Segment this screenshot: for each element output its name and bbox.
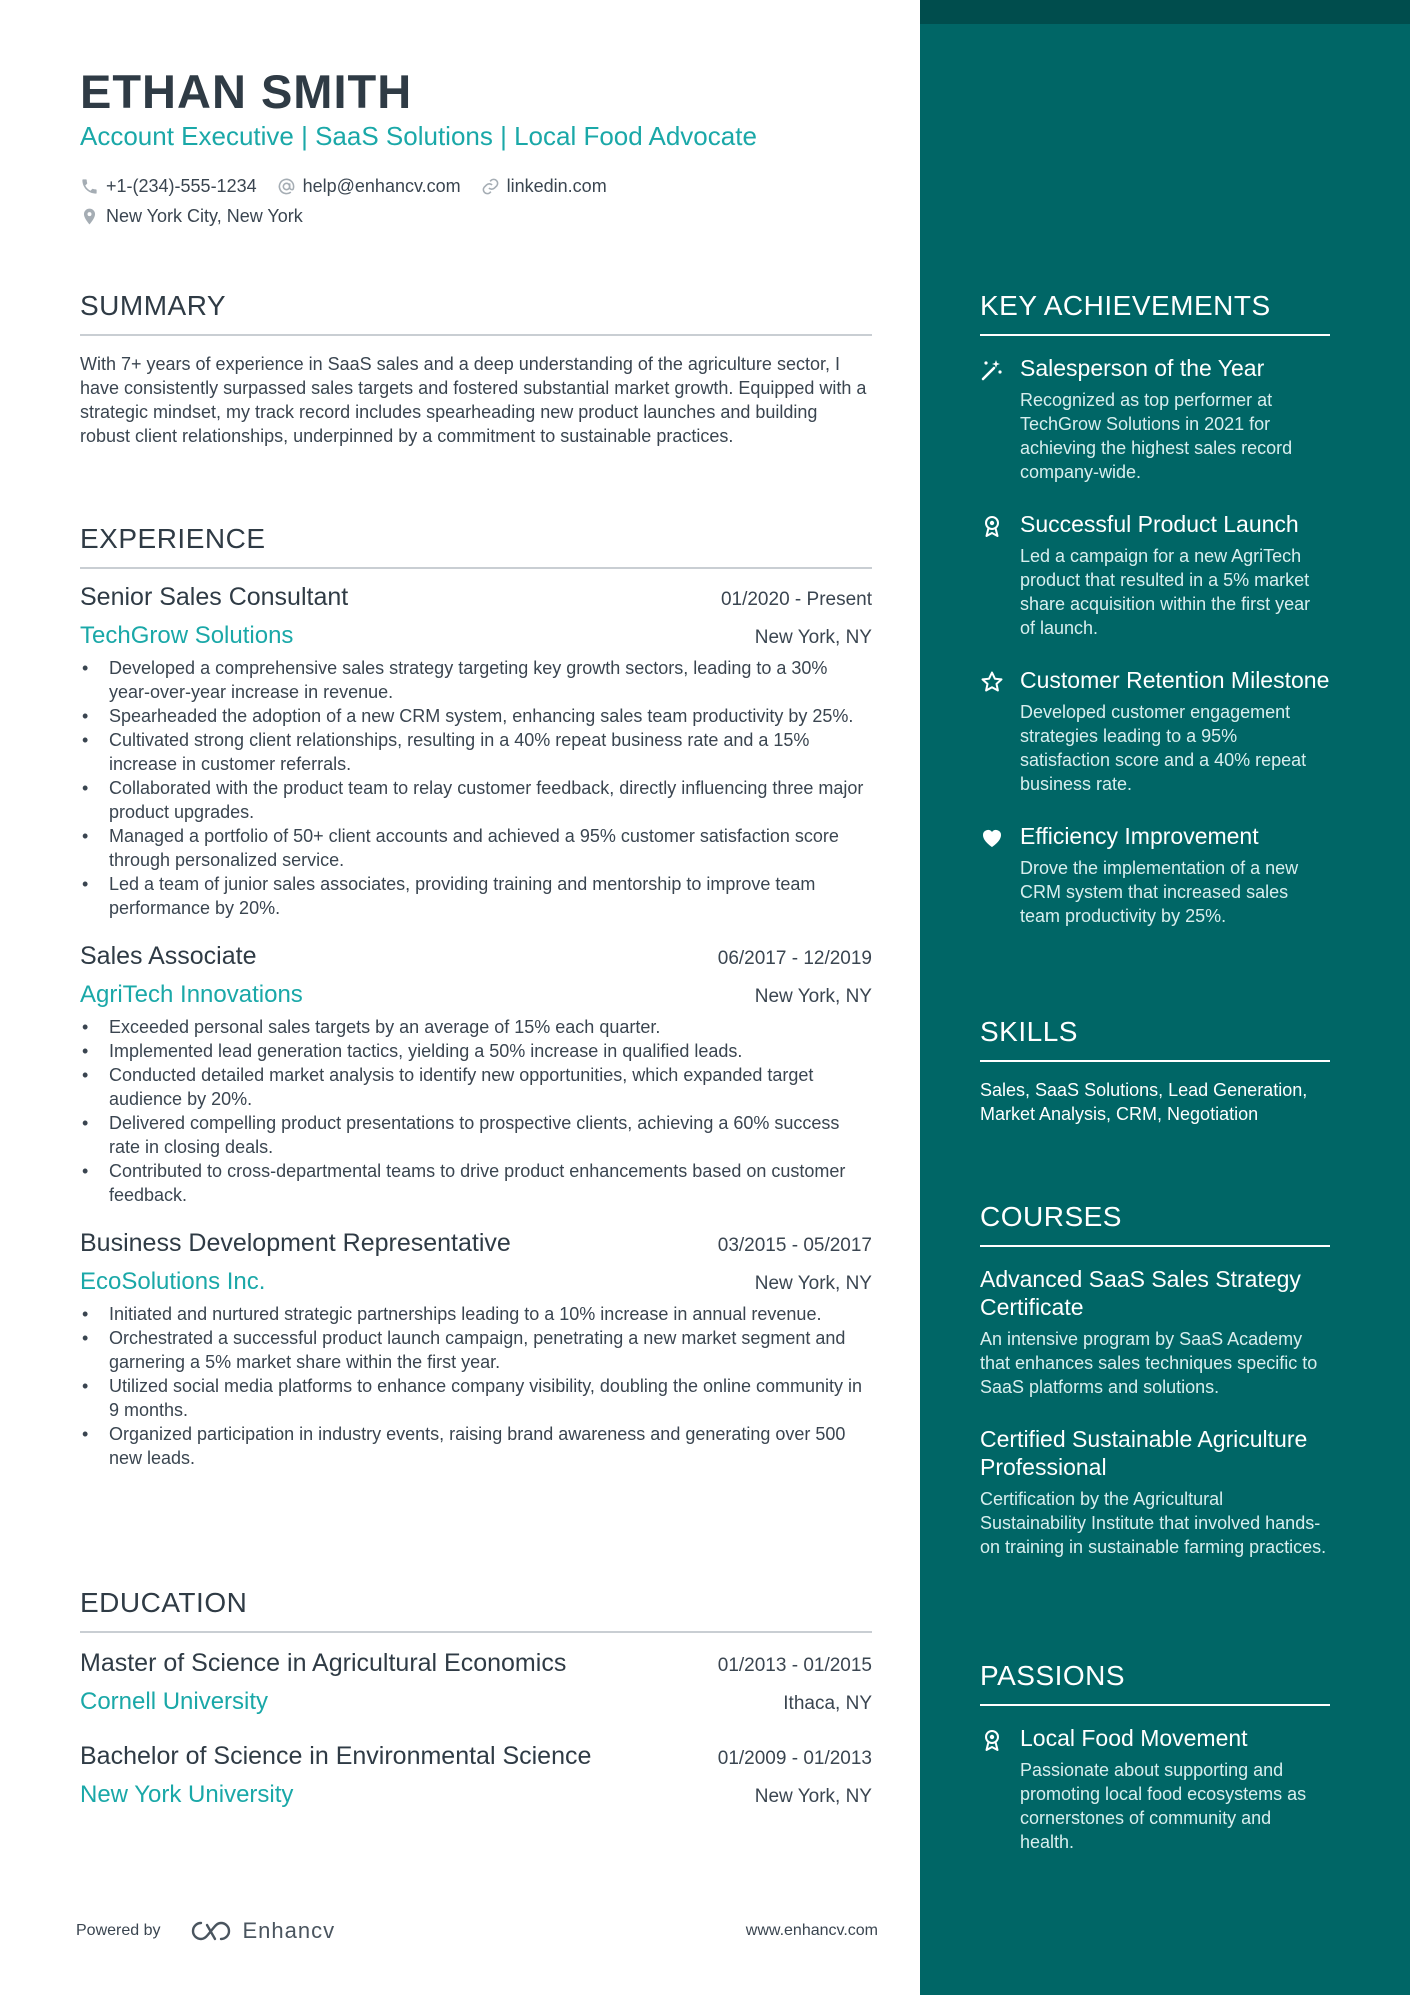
experience-heading: EXPERIENCE: [80, 523, 872, 569]
achievement-title: Customer Retention Milestone: [1020, 667, 1330, 693]
powered-by-text: Powered by: [76, 1922, 161, 1939]
summary-text: With 7+ years of experience in SaaS sales and a deep understanding of the agriculture sector, I have consistently surpassed sales targets and fostered substantial market growth. Equipped with a strategic mindset, my track record includes spearheading new product launches and building robust client relationships, underpinned by a commitment to sustainable practices.: [80, 354, 867, 446]
school-location: Ithaca, NY: [783, 1693, 872, 1714]
achievement-item: [980, 666, 1330, 796]
linkedin-link[interactable]: linkedin.com: [506, 175, 607, 196]
star-icon: [980, 670, 1004, 694]
achievement-desc: Developed customer engagement strategies leading to a 95% satisfaction score and a 40% repeat business rate.: [1020, 702, 1307, 794]
job-location: New York, NY: [754, 627, 872, 648]
school-name: New York University: [80, 1781, 294, 1808]
job-bullet: • Organized participation in industry events, raising brand awareness and generating over 500 new leads.: [80, 1422, 872, 1470]
job-bullet: • Collaborated with the product team to relay customer feedback, directly influencing three major product upgrades.: [80, 776, 872, 824]
courses-heading: COURSES: [980, 1201, 1330, 1247]
job-bullet: • Implemented lead generation tactics, yielding a 50% increase in qualified leads.: [80, 1039, 872, 1063]
enhancv-logo-icon: [187, 1919, 235, 1943]
job-bullet: • Initiated and nurtured strategic partnerships leading to a 10% increase in annual revenue.: [80, 1302, 872, 1326]
passions-section: [980, 1660, 1330, 1854]
course-title: Advanced SaaS Sales Strategy Certificate: [980, 1266, 1301, 1320]
job-location: New York, NY: [754, 1273, 872, 1294]
job-company: EcoSolutions Inc.: [80, 1268, 266, 1295]
achievement-desc: Recognized as top performer at TechGrow Solutions in 2021 for achieving the highest sales record company-wide.: [1020, 390, 1293, 482]
courses-section: [980, 1201, 1330, 1559]
experience-section: [80, 523, 872, 1470]
education-dates: 01/2009 - 01/2013: [717, 1748, 872, 1769]
job-bullets: [80, 1302, 872, 1470]
sidebar-top-bar: [920, 0, 1410, 24]
job-entry: [80, 583, 872, 920]
job-bullet: • Managed a portfolio of 50+ client accounts and achieved a 95% customer satisfaction score through personalized service.: [80, 824, 872, 872]
summary-section: [80, 290, 872, 448]
location-contact: [80, 206, 303, 227]
passion-title: Local Food Movement: [1020, 1725, 1248, 1751]
course-desc: Certification by the Agricultural Sustainability Institute that involved hands-on training in sustainable farming practices.: [980, 1489, 1327, 1557]
degree-title: Master of Science in Agricultural Economics: [80, 1649, 567, 1677]
location-text: New York City, New York: [106, 205, 303, 226]
job-dates: 03/2015 - 05/2017: [717, 1235, 872, 1256]
job-bullets: [80, 1015, 872, 1207]
course-desc: An intensive program by SaaS Academy that enhances sales techniques specific to SaaS platforms and solutions.: [980, 1329, 1318, 1397]
candidate-headline: Account Executive | SaaS Solutions | Local Food Advocate: [80, 121, 757, 151]
education-entry: [80, 1649, 872, 1716]
passions-heading: PASSIONS: [980, 1660, 1330, 1706]
job-company: AgriTech Innovations: [80, 981, 303, 1008]
job-bullet: • Orchestrated a successful product launch campaign, penetrating a new market segment and garnering a 5% market share within the first year.: [80, 1326, 872, 1374]
job-dates: 01/2020 - Present: [720, 589, 872, 610]
achievement-title: Successful Product Launch: [1020, 511, 1299, 537]
skills-section: [980, 1016, 1330, 1126]
job-entry: [80, 1229, 872, 1470]
education-section: [80, 1587, 872, 1809]
achievement-item: [980, 510, 1330, 640]
degree-title: Bachelor of Science in Environmental Science: [80, 1742, 592, 1770]
education-dates: 01/2013 - 01/2015: [717, 1655, 872, 1676]
school-name: Cornell University: [80, 1688, 269, 1715]
job-bullet: • Developed a comprehensive sales strategy targeting key growth sectors, leading to a 30% year-over-year increase in revenue.: [80, 656, 872, 704]
achievements-heading: KEY ACHIEVEMENTS: [980, 290, 1330, 336]
job-title: Sales Associate: [80, 942, 257, 970]
job-bullet: • Cultivated strong client relationships, resulting in a 40% repeat business rate and a 15% increase in customer referrals.: [80, 728, 872, 776]
passion-item: [980, 1724, 1330, 1854]
enhancv-brand: Enhancv: [242, 1918, 336, 1943]
education-heading: EDUCATION: [80, 1587, 872, 1633]
achievement-desc: Led a campaign for a new AgriTech product that resulted in a 5% market share acquisition within the first year of launch.: [1020, 546, 1311, 638]
achievement-item: [980, 822, 1330, 928]
skills-list: Sales, SaaS Solutions, Lead Generation, Market Analysis, CRM, Negotiation: [980, 1080, 1308, 1124]
email-link[interactable]: help@enhancv.com: [302, 175, 461, 196]
job-bullet: • Utilized social media platforms to enhance company visibility, doubling the online community in 9 months.: [80, 1374, 872, 1422]
job-location: New York, NY: [754, 986, 872, 1007]
linkedin-contact[interactable]: [481, 176, 607, 197]
location-pin-icon: [80, 207, 99, 226]
achievement-title: Efficiency Improvement: [1020, 823, 1259, 849]
job-bullets: [80, 656, 872, 920]
summary-heading: SUMMARY: [80, 290, 872, 336]
job-entry: [80, 942, 872, 1207]
course-title: Certified Sustainable Agriculture Professional: [980, 1426, 1308, 1480]
school-location: New York, NY: [754, 1786, 872, 1807]
contact-info: [80, 173, 627, 233]
achievement-item: [980, 354, 1330, 484]
job-bullet: • Led a team of junior sales associates, providing training and mentorship to improve team performance by 20%.: [80, 872, 872, 920]
phone-contact: [80, 176, 257, 197]
link-icon: [481, 177, 500, 196]
achievement-desc: Drove the implementation of a new CRM system that increased sales team productivity by 25%.: [1020, 858, 1299, 926]
job-bullet: • Delivered compelling product presentations to prospective clients, achieving a 60% success rate in closing deals.: [80, 1111, 872, 1159]
achievement-title: Salesperson of the Year: [1020, 355, 1265, 381]
job-bullet: • Spearheaded the adoption of a new CRM system, enhancing sales team productivity by 25%.: [80, 704, 872, 728]
passion-desc: Passionate about supporting and promoting local food ecosystems as cornerstones of community and health.: [1020, 1760, 1307, 1852]
award-ribbon-icon: [980, 514, 1004, 538]
phone-icon: [80, 177, 99, 196]
candidate-name: ETHAN SMITH: [80, 65, 413, 118]
job-dates: 06/2017 - 12/2019: [717, 948, 872, 969]
email-contact[interactable]: [277, 176, 461, 197]
skills-heading: SKILLS: [980, 1016, 1330, 1062]
job-bullet: • Contributed to cross-departmental teams to drive product enhancements based on customer feedback.: [80, 1159, 872, 1207]
job-title: Business Development Representative: [80, 1229, 511, 1257]
job-company: TechGrow Solutions: [80, 622, 294, 649]
sidebar: [920, 0, 1410, 1995]
phone-text: +1-(234)-555-1234: [106, 175, 257, 196]
magic-wand-icon: [980, 358, 1004, 382]
job-title: Senior Sales Consultant: [80, 583, 349, 611]
heart-icon: [980, 826, 1004, 850]
footer: [76, 1914, 878, 1948]
education-entry: [80, 1742, 872, 1809]
at-sign-icon: [277, 177, 296, 196]
job-bullet: • Conducted detailed market analysis to identify new opportunities, which expanded target audience by 20%.: [80, 1063, 872, 1111]
award-ribbon-icon: [980, 1728, 1004, 1752]
website-link[interactable]: www.enhancv.com: [745, 1922, 878, 1939]
job-bullet: • Exceeded personal sales targets by an average of 15% each quarter.: [80, 1015, 872, 1039]
achievements-section: [980, 290, 1330, 928]
